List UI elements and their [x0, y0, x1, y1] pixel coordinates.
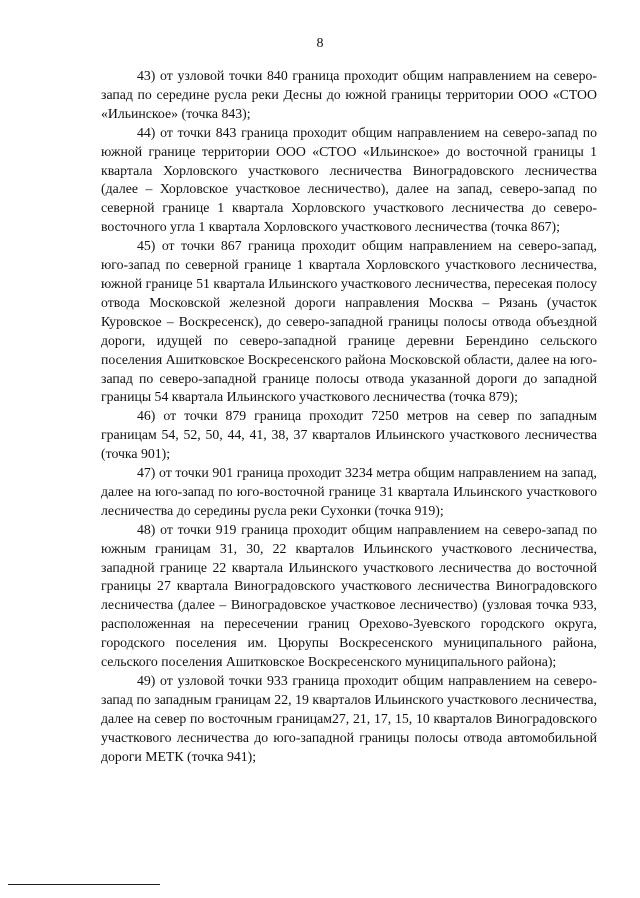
- document-body: [101, 67, 597, 767]
- footnote-separator-line: [8, 884, 160, 885]
- paragraph-45: 45) от точки 867 граница проходит общим направлением на северо-запад, юго-запад по северной границе 1 квартала Хорловского участкового лесничества, южной границе 51 квартала Ильинского участкового лесничества, пересекая полосу отвода Московской железной дороги направления Москва – Рязань (участок Куровское – Воскресенск), до северо-западной границы полосы отвода объездной дороги, идущей по северо-западной границе деревни Берендино сельского поселения Ашитковское Воскресенского района Московской области, далее на юго-запад по северо-западной границе полосы отвода указанной дороги до западной границы 54 квартала Ильинского участкового лесничества (точка 879);: [101, 238, 597, 405]
- page-number: 8: [316, 36, 324, 51]
- paragraph-48: 48) от точки 919 граница проходит общим направлением на северо-запад по южным границам 31, 30, 22 кварталов Ильинского участкового лесничества, западной границе 22 квартала Ильинского участкового лесничества до восточной границы 27 квартала Виноградовского участкового лесничества Виноградовского лесничества (далее – Виноградовское участковое лесничество) (узловая точка 933, расположенная на пересечении границ Орехово-Зуевского городского округа, городского поселения им. Цюрупы Воскресенского муниципального района, сельского поселения Ашитковское Воскресенского муниципального района);: [101, 521, 597, 670]
- paragraph-46: 46) от точки 879 граница проходит 7250 метров на север по западным границам 54, 52, 50, 44, 41, 38, 37 кварталов Ильинского участкового лесничества (точка 901);: [101, 408, 597, 462]
- paragraph-44: 44) от точки 843 граница проходит общим направлением на северо-запад по южной границе территории ООО «СТОО «Ильинское» до восточной границы 1 квартала Хорловского участкового лесничества Виноградовского лесничества (далее – Хорловское участковое лесничество), далее на запад, северо-запад по северной границе 1 квартала Хорловского участкового лесничества до северо-восточного угла 1 квартала Хорловского участкового лесничества (точка 867);: [101, 124, 597, 235]
- paragraph-47: 47) от точки 901 граница проходит 3234 метра общим направлением на запад, далее на юго-запад по юго-восточной границе 31 квартала Ильинского участкового лесничества до середины русла реки Сухонки (точка 919);: [101, 465, 597, 518]
- paragraph-49: 49) от узловой точки 933 граница проходит общим направлением на северо-запад по западным границам 22, 19 кварталов Ильинского участкового лесничества, далее на север по восточным границам27, 21, 17, 15, 10 кварталов Виноградовского участкового лесничества до юго-западной границы полосы отвода автомобильной дороги МЕТК (точка 941);: [101, 673, 597, 764]
- paragraph-43: 43) от узловой точки 840 граница проходит общим направлением на северо-запад по середине русла реки Десны до южной границы территории ООО «СТОО «Ильинское» (точка 843);: [101, 68, 597, 121]
